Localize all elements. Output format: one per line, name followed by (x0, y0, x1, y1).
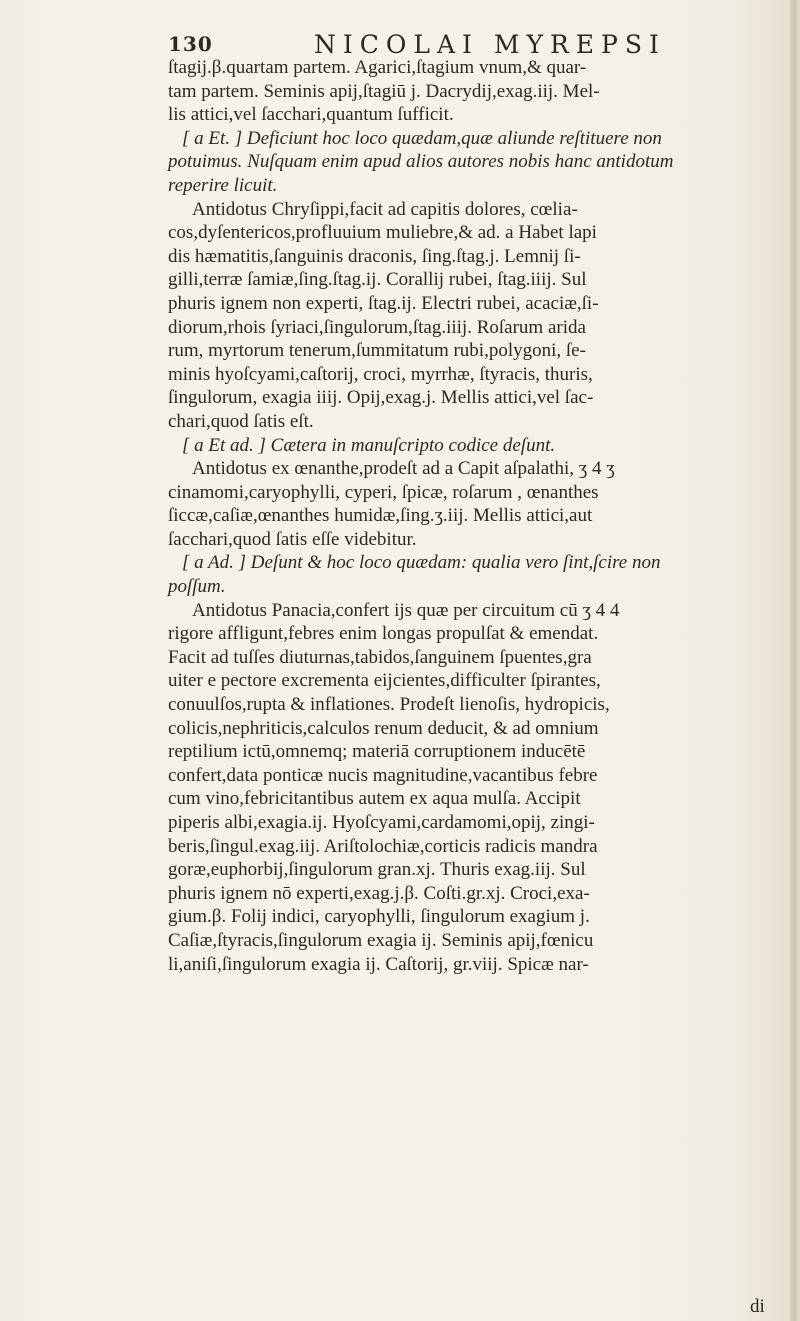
catchword: di (750, 1296, 765, 1317)
page-edge (790, 0, 800, 1321)
text-line: uiter e pectore excrementa eijcientes,difficulter ſpirantes, (168, 670, 601, 692)
book-page (138, 28, 778, 1317)
text-line: reptilium ictū,omnemq; materiā corruptionem inducētē (168, 741, 586, 763)
text-line: cos,dyſentericos,profluuium muliebre,& ad. a Habet lapi (168, 222, 597, 244)
text-line: phuris ignem nō experti,exag.j.β. Coſti.gr.xj. Croci,exa- (168, 882, 590, 904)
text-line: lis attici,vel ſacchari,quantum ſufficit. (168, 104, 454, 126)
antidote-heading-line: Antidotus Chryſippi,facit ad capitis dolores, cœlia- (192, 198, 578, 220)
editorial-note-line: potuimus. Nuſquam enim apud alios autores nobis hanc antidotum (168, 151, 674, 173)
text-line: dis hæmatitis,ſanguinis draconis, ſing.ſtag.j. Lemnij ſi- (168, 245, 581, 267)
text-line: ſiccæ,caſiæ,œnanthes humidæ,ſing.ʒ.iij. Mellis attici,aut (168, 505, 593, 527)
text-line: li,aniſi,ſingulorum exagia ij. Caſtorij, gr.viij. Spicæ nar- (168, 953, 589, 975)
text-line: goræ,euphorbij,ſingulorum gran.xj. Thuris exag.iij. Sul (168, 859, 586, 881)
text-line: cum vino,febricitantibus autem ex aqua mulſa. Accipit (168, 788, 581, 810)
text-line: piperis albi,exagia.ij. Hyoſcyami,cardamomi,opij, zingi- (168, 812, 595, 833)
editorial-note-line: poſſum. (168, 576, 226, 598)
text-line: ſacchari,quod ſatis eſſe videbitur. (168, 528, 417, 550)
editorial-note-line: [ a Et. ] Deficiunt hoc loco quædam,quæ aliunde reſtituere non (182, 127, 662, 149)
page-number: 130 (168, 32, 213, 56)
text-line: phuris ignem non experti, ſtag.ij. Electri rubei, acaciæ,ſi- (168, 292, 599, 314)
editorial-note-line: reperire licuit. (168, 174, 278, 196)
text-line: diorum,rhois ſyriaci,ſingulorum,ſtag.iiij. Roſarum arida (168, 316, 586, 338)
editorial-note-line: [ a Ad. ] Deſunt & hoc loco quædam: qualia vero ſint,ſcire non (182, 552, 661, 574)
text-line: cinamomi,caryophylli, cyperi, ſpicæ, roſarum , œnanthes (168, 481, 599, 503)
text-line: rigore affligunt,febres enim longas propulſat & emendat. (168, 623, 599, 645)
text-line: beris,ſingul.exag.iij. Ariſtolochiæ,corticis radicis mandra (168, 835, 598, 857)
text-line: Facit ad tuſſes diuturnas,tabidos,ſanguinem ſpuentes,gra (168, 646, 592, 668)
antidote-heading-line: Antidotus Panacia,confert ijs quæ per circuitum cū ʒ 4 4 (192, 599, 620, 621)
text-line: confert,data ponticæ nucis magnitudine,vacantibus febre (168, 764, 598, 786)
text-line: gilli,terræ ſamiæ,ſing.ſtag.ij. Corallij rubei, ſtag.iiij. Sul (168, 269, 587, 291)
text-line: colicis,nephriticis,calculos renum deducit, & ad omnium (168, 717, 599, 739)
text-line: tam partem. Seminis apij,ſtagiū j. Dacrydij,exag.iij. Mel- (168, 80, 600, 102)
text-line: conuulſos,rupta & inflationes. Prodeſt lienoſis, hydropicis, (168, 694, 610, 716)
text-line: chari,quod ſatis eſt. (168, 410, 314, 432)
text-line: Caſiæ,ſtyracis,ſingulorum exagia ij. Seminis apij,fœnicu (168, 929, 594, 951)
text-line: ſtagij.β.quartam partem. Agarici,ſtagium vnum,& quar- (168, 57, 587, 78)
text-line: rum, myrtorum tenerum,ſummitatum rubi,polygoni, ſe- (168, 340, 586, 362)
text-line: minis hyoſcyami,caſtorij, croci, myrrhæ, ſtyracis, thuris, (168, 363, 593, 385)
text-line: gium.β. Folij indici, caryophylli, ſingulorum exagium j. (168, 906, 590, 928)
body-text (168, 56, 768, 976)
running-title: NICOLAI MYREPSI (314, 30, 666, 59)
text-line: ſingulorum, exagia iiij. Opij,exag.j. Mellis attici,vel ſac- (168, 387, 594, 409)
editorial-note-line: [ a Et ad. ] Cætera in manuſcripto codice deſunt. (182, 434, 556, 456)
antidote-heading-line: Antidotus ex œnanthe,prodeſt ad a Capit aſpalathi, ʒ 4 ʒ (192, 458, 615, 480)
